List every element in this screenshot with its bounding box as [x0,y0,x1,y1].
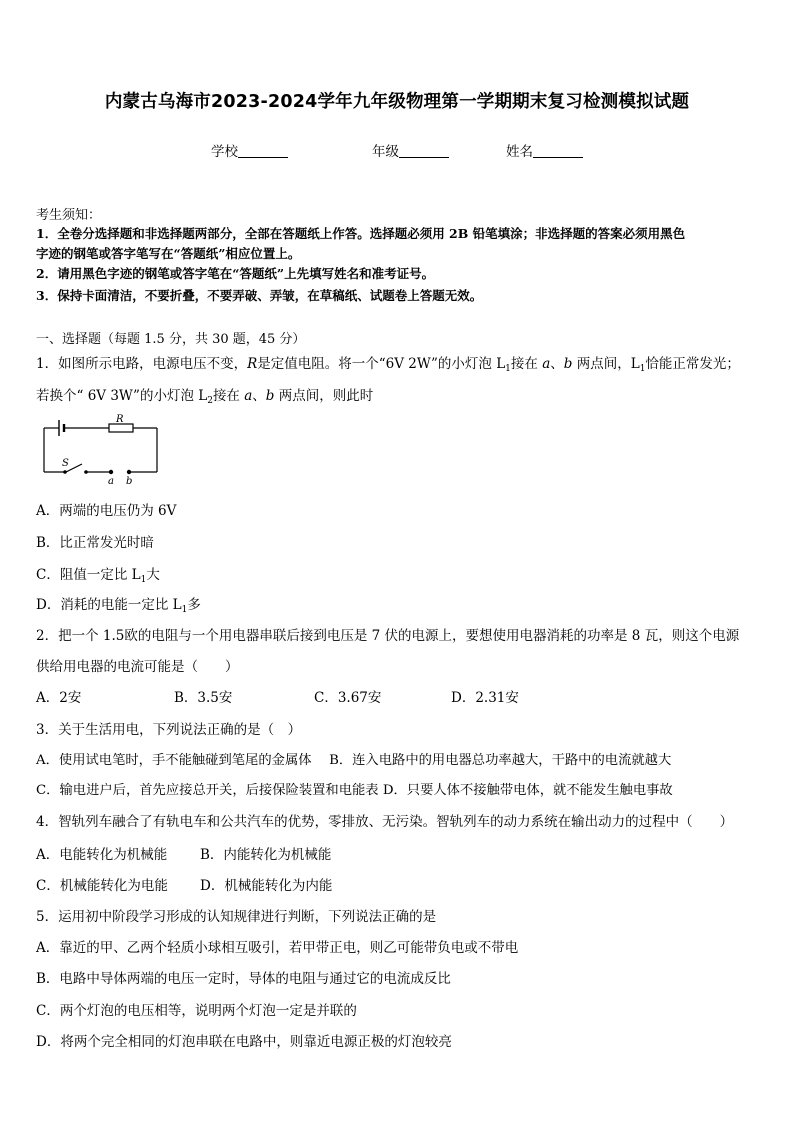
q2-option-a[interactable]: A．2安 [36,690,82,706]
q1-option-b[interactable]: B．比正常发光时暗 [36,535,154,551]
page-title: 内蒙古乌海市2023-2024学年九年级物理第一学期期末复习检测模拟试题 [104,92,690,112]
q1-stem-line1: 1．如图所示电路，电源电压不变，R是定值电阻。将一个“6V 2W”的小灯泡 $L_1$接在 a、b 两点间，$L_1$恰能正常发光； [36,356,740,374]
q2-option-c[interactable]: C．3.67安 [314,690,382,706]
grade-label: 年级 [372,144,399,160]
name-label: 姓名 [506,144,533,160]
section-heading-choice: 一、选择题（每题 1.5 分，共 30 题，45 分） [36,332,306,347]
q2-option-b[interactable]: B．3.5安 [174,690,233,706]
q1-option-c[interactable]: C．阻值一定比 $L_1$大 [36,567,160,585]
notice-item-1-cont: 字迹的钢笔或答字笔写在“答题纸”相应位置上。 [36,246,301,261]
q4-option-b[interactable]: B．内能转化为机械能 [200,847,332,863]
q1-option-d[interactable]: D．消耗的电能一定比 $L_1$多 [36,597,201,615]
name-blank [533,144,583,158]
notice-item-1: 1．全卷分选择题和非选择题两部分，全部在答题纸上作答。选择题必须用 2B 铅笔填涂；非选择题的答案必须用黑色 [36,226,686,241]
q2-stem-line1: 2．把一个 1.5欧的电阻与一个用电器串联后接到电压是 7 伏的电源上，要想使用电器消耗的功率是 8 瓦，则这个电源 [36,628,740,644]
q3-stem: 3．关于生活用电，下列说法正确的是（ ） [36,722,302,738]
q4-option-c[interactable]: C．机械能转化为电能 [36,878,168,894]
switch-contact [84,470,88,474]
resistor-label: R [116,414,124,425]
q4-stem: 4．智轨列车融合了有轨电车和公共汽车的优势，零排放、无污染。智轨列车的动力系统在输出动力的过程中（ ） [36,814,734,830]
switch-pivot [63,470,67,474]
q2-stem-line2: 供给用电器的电流可能是（ ） [36,659,239,675]
grade-blank [399,144,449,158]
q5-option-a[interactable]: A．靠近的甲、乙两个轻质小球相互吸引，若甲带正电，则乙可能带负电或不带电 [36,940,519,956]
q5-option-b[interactable]: B．电路中导体两端的电压一定时，导体的电阻与通过它的电流成反比 [36,971,451,987]
q4-option-d[interactable]: D．机械能转化为内能 [200,878,333,894]
q1-option-a[interactable]: A．两端的电压仍为 6V [36,503,177,519]
terminal-b [127,470,131,474]
name-field[interactable] [506,140,583,160]
point-a-label: a [108,476,114,486]
school-blank [238,144,288,158]
q3-options-ab[interactable]: A．使用试电笔时，手不能触碰到笔尾的金属体 B．连入电路中的用电器总功率越大，干路中的电流就越大 [36,753,672,768]
q4-option-a[interactable]: A．电能转化为机械能 [36,847,168,863]
school-label: 学校 [211,144,238,160]
notice-heading: 考生须知： [36,208,102,223]
switch-label: S [62,458,69,469]
notice-item-2: 2．请用黑色字迹的钢笔或答字笔在“答题纸”上先填写姓名和准考证号。 [36,266,435,281]
school-field[interactable] [211,140,288,160]
q1-circuit-diagram [36,414,166,486]
q1-stem-line2: 若换个“ 6V 3W”的小灯泡 $L_2$接在 a、b 两点间，则此时 [36,388,374,406]
q5-option-d[interactable]: D．将两个完全相同的灯泡串联在电路中，则靠近电源正极的灯泡较亮 [36,1034,452,1050]
notice-item-3: 3．保持卡面清洁，不要折叠，不要弄破、弄皱，在草稿纸、试题卷上答题无效。 [36,288,483,303]
q3-options-cd[interactable]: C．输电进户后，首先应接总开关，后接保险装置和电能表 D．只要人体不接触带电体，就不能发生触电事故 [36,783,673,798]
q2-option-d[interactable]: D．2.31安 [451,690,519,706]
terminal-a [109,470,113,474]
point-b-label: b [126,476,133,486]
grade-field[interactable] [372,140,449,160]
q5-option-c[interactable]: C．两个灯泡的电压相等，说明两个灯泡一定是并联的 [36,1003,357,1019]
q5-stem: 5．运用初中阶段学习形成的认知规律进行判断，下列说法正确的是 [36,909,437,925]
